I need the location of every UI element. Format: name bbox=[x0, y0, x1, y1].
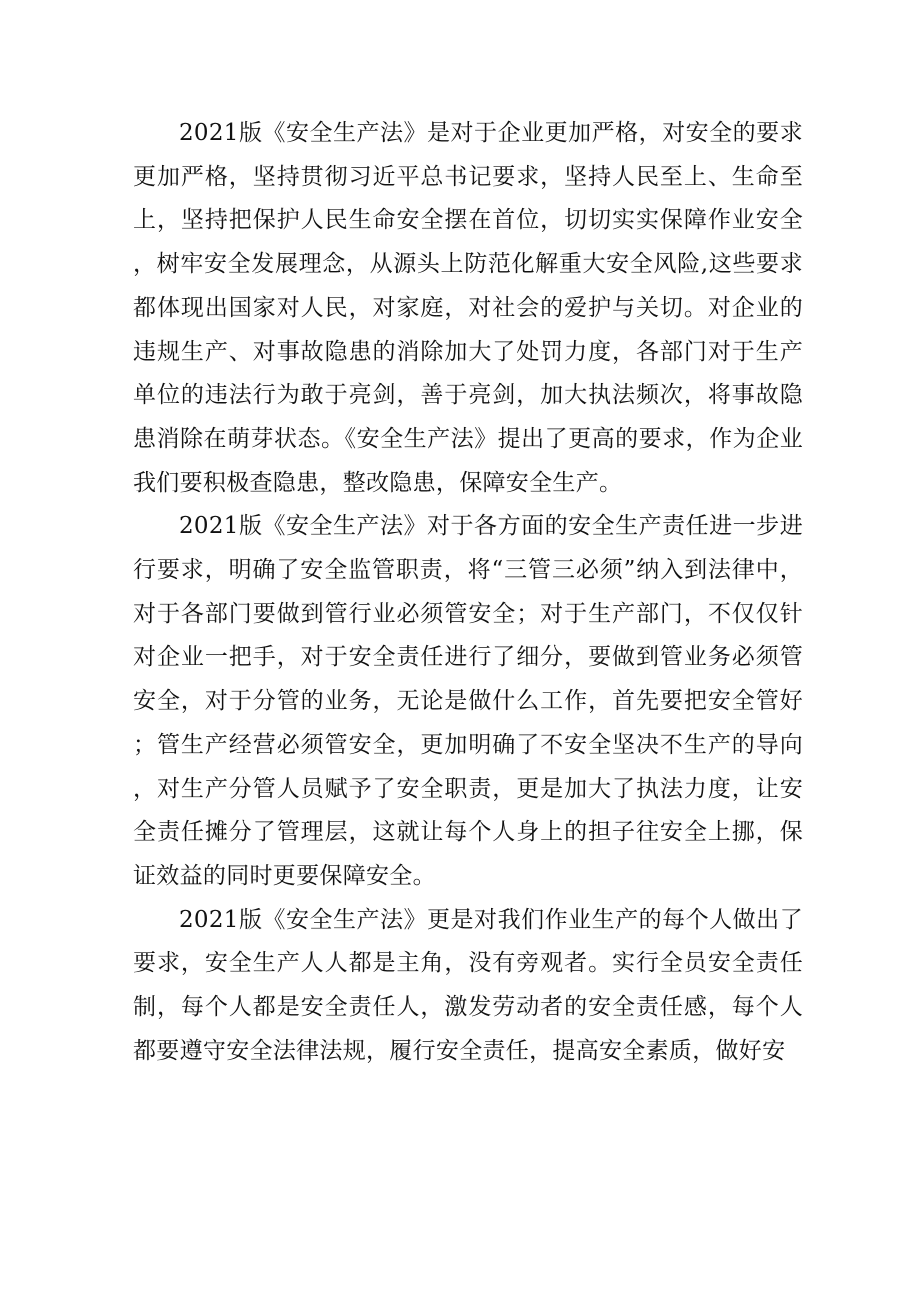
paragraph-2: 2021版《安全生产法》对于各方面的安全生产责任进一步进行要求，明确了安全监管职责，将“三管三必须”纳入到法律中，对于各部门要做到管行业必须管安全；对于生产部门，不仅仅针对企业一把手，对于安全责任进行了细分，要做到管业务必须管安全，对于分管的业务，无论是做什么工作，首先要把安全管好；管生产经营必须管安全，更加明确了不安全坚决不生产的导向，对生产分管人员赋予了安全职责，更是加大了执法力度，让安全责任摊分了管理层，这就让每个人身上的担子往安全上挪，保证效益的同时更要保障安全。 bbox=[133, 513, 803, 889]
document-body bbox=[133, 112, 803, 1073]
paragraph-3: 2021版《安全生产法》更是对我们作业生产的每个人做出了要求，安全生产人人都是主角，没有旁观者。实行全员安全责任制，每个人都是安全责任人，激发劳动者的安全责任感，每个人都要遵守安全法律法规，履行安全责任，提高安全素质，做好安 bbox=[133, 906, 803, 1064]
paragraph-1: 2021版《安全生产法》是对于企业更加严格，对安全的要求更加严格，坚持贯彻习近平总书记要求，坚持人民至上、生命至上，坚持把保护人民生命安全摆在首位，切切实实保障作业安全，树牢安全发展理念，从源头上防范化解重大安全风险,这些要求都体现出国家对人民，对家庭，对社会的爱护与关切。对企业的违规生产、对事故隐患的消除加大了处罚力度，各部门对于生产单位的违法行为敢于亮剑，善于亮剑，加大执法频次，将事故隐患消除在萌芽状态。《安全生产法》提出了更高的要求，作为企业我们要积极查隐患，整改隐患，保障安全生产。 bbox=[133, 120, 803, 496]
